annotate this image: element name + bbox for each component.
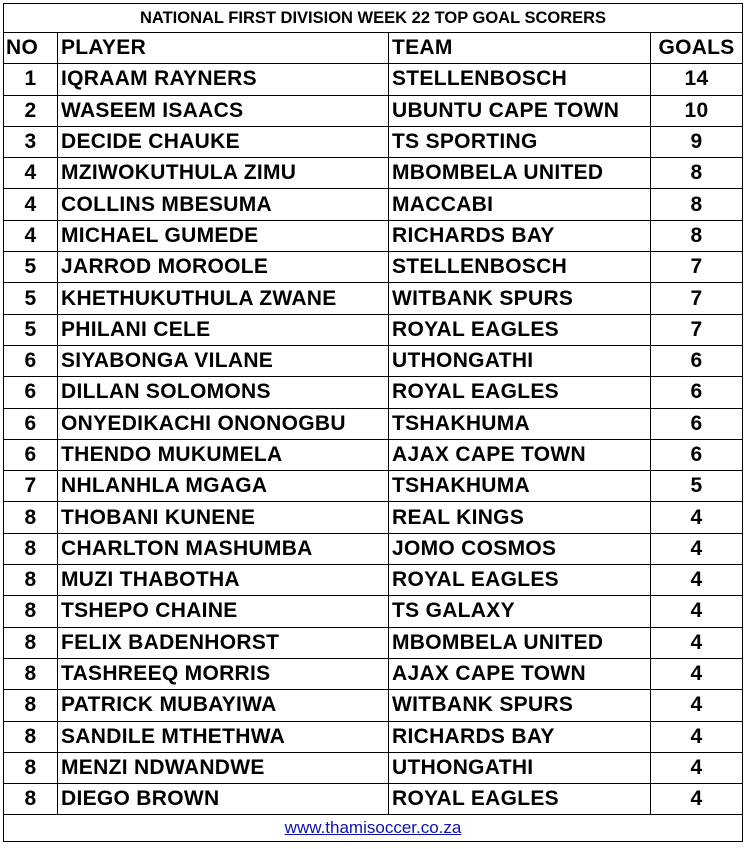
website-link[interactable]: www.thamisoccer.co.za [284,818,462,838]
player-cell: MICHAEL GUMEDE [58,220,389,251]
footer-cell [4,815,743,842]
header-no: NO [4,33,58,64]
player-cell: DECIDE CHAUKE [58,126,389,157]
player-cell: DILLAN SOLOMONS [58,377,389,408]
goals-cell: 6 [651,345,743,376]
table-title: NATIONAL FIRST DIVISION WEEK 22 TOP GOAL SCORERS [4,4,743,33]
goals-cell: 4 [651,502,743,533]
team-cell: STELLENBOSCH [389,252,651,283]
rank-cell: 8 [4,658,58,689]
rank-cell: 8 [4,690,58,721]
rank-cell: 8 [4,502,58,533]
rank-cell: 3 [4,126,58,157]
team-cell: MBOMBELA UNITED [389,158,651,189]
player-cell: COLLINS MBESUMA [58,189,389,220]
top-scorers-table [3,3,743,842]
player-cell: MENZI NDWANDWE [58,752,389,783]
player-cell: DIEGO BROWN [58,784,389,815]
goals-cell: 9 [651,126,743,157]
goals-cell: 6 [651,408,743,439]
rank-cell: 6 [4,377,58,408]
goals-cell: 10 [651,95,743,126]
rank-cell: 2 [4,95,58,126]
rank-cell: 8 [4,784,58,815]
header-row [4,33,743,64]
rank-cell: 5 [4,314,58,345]
rank-cell: 6 [4,408,58,439]
goals-cell: 8 [651,220,743,251]
team-cell: TSHAKHUMA [389,471,651,502]
team-cell: ROYAL EAGLES [389,784,651,815]
goals-cell: 7 [651,252,743,283]
player-cell: PHILANI CELE [58,314,389,345]
header-goals: GOALS [651,33,743,64]
table-row [4,596,743,627]
player-cell: TSHEPO CHAINE [58,596,389,627]
team-cell: MBOMBELA UNITED [389,627,651,658]
player-cell: PATRICK MUBAYIWA [58,690,389,721]
table-row [4,658,743,689]
goals-cell: 14 [651,64,743,95]
team-cell: UTHONGATHI [389,752,651,783]
rank-cell: 1 [4,64,58,95]
rank-cell: 6 [4,439,58,470]
team-cell: UBUNTU CAPE TOWN [389,95,651,126]
table-row [4,377,743,408]
player-cell: CHARLTON MASHUMBA [58,533,389,564]
table-row [4,126,743,157]
table-row [4,752,743,783]
team-cell: WITBANK SPURS [389,283,651,314]
team-cell: TS GALAXY [389,596,651,627]
team-cell: MACCABI [389,189,651,220]
player-cell: ONYEDIKACHI ONONOGBU [58,408,389,439]
header-player: PLAYER [58,33,389,64]
team-cell: RICHARDS BAY [389,220,651,251]
team-cell: ROYAL EAGLES [389,377,651,408]
goals-cell: 5 [651,471,743,502]
goals-cell: 6 [651,377,743,408]
player-cell: WASEEM ISAACS [58,95,389,126]
player-cell: MUZI THABOTHA [58,565,389,596]
player-cell: SANDILE MTHETHWA [58,721,389,752]
rank-cell: 8 [4,627,58,658]
team-cell: ROYAL EAGLES [389,314,651,345]
rank-cell: 8 [4,565,58,596]
table-row [4,408,743,439]
team-cell: AJAX CAPE TOWN [389,439,651,470]
table-row [4,627,743,658]
player-cell: JARROD MOROOLE [58,252,389,283]
goals-cell: 4 [651,565,743,596]
table-row [4,471,743,502]
table-row [4,283,743,314]
rank-cell: 4 [4,158,58,189]
team-cell: AJAX CAPE TOWN [389,658,651,689]
table-row [4,95,743,126]
table-row [4,345,743,376]
player-cell: FELIX BADENHORST [58,627,389,658]
team-cell: REAL KINGS [389,502,651,533]
team-cell: UTHONGATHI [389,345,651,376]
title-row [4,4,743,33]
table-row [4,189,743,220]
team-cell: ROYAL EAGLES [389,565,651,596]
player-cell: IQRAAM RAYNERS [58,64,389,95]
table-row [4,533,743,564]
team-cell: TS SPORTING [389,126,651,157]
player-cell: TASHREEQ MORRIS [58,658,389,689]
table-row [4,565,743,596]
goals-cell: 7 [651,314,743,345]
player-cell: SIYABONGA VILANE [58,345,389,376]
table-row [4,314,743,345]
table-row [4,784,743,815]
table-row [4,220,743,251]
goals-cell: 4 [651,721,743,752]
rank-cell: 8 [4,596,58,627]
player-cell: MZIWOKUTHULA ZIMU [58,158,389,189]
goals-cell: 4 [651,627,743,658]
goals-cell: 4 [651,784,743,815]
table-row [4,64,743,95]
goals-cell: 8 [651,189,743,220]
team-cell: STELLENBOSCH [389,64,651,95]
team-cell: TSHAKHUMA [389,408,651,439]
table-row [4,690,743,721]
table-row [4,721,743,752]
goals-cell: 4 [651,752,743,783]
rank-cell: 8 [4,752,58,783]
team-cell: JOMO COSMOS [389,533,651,564]
table-row [4,502,743,533]
goals-cell: 4 [651,658,743,689]
goals-cell: 4 [651,596,743,627]
rank-cell: 7 [4,471,58,502]
player-cell: NHLANHLA MGAGA [58,471,389,502]
team-cell: WITBANK SPURS [389,690,651,721]
goals-cell: 7 [651,283,743,314]
table-row [4,252,743,283]
rank-cell: 8 [4,721,58,752]
goals-cell: 8 [651,158,743,189]
goals-cell: 4 [651,690,743,721]
player-cell: THENDO MUKUMELA [58,439,389,470]
rank-cell: 5 [4,252,58,283]
player-cell: KHETHUKUTHULA ZWANE [58,283,389,314]
rank-cell: 4 [4,220,58,251]
player-cell: THOBANI KUNENE [58,502,389,533]
rank-cell: 4 [4,189,58,220]
goals-cell: 4 [651,533,743,564]
rank-cell: 5 [4,283,58,314]
footer-row [4,815,743,842]
table-row [4,439,743,470]
goals-cell: 6 [651,439,743,470]
rank-cell: 6 [4,345,58,376]
team-cell: RICHARDS BAY [389,721,651,752]
header-team: TEAM [389,33,651,64]
table-row [4,158,743,189]
rank-cell: 8 [4,533,58,564]
